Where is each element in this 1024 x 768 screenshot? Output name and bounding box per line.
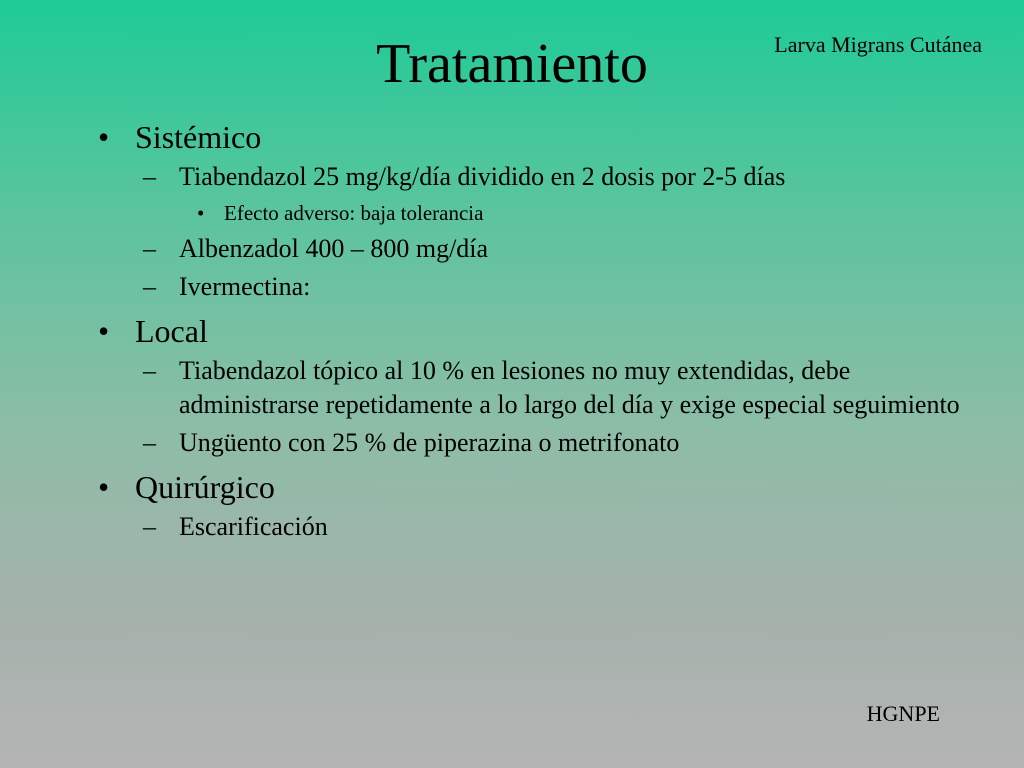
dash-marker: –	[143, 234, 156, 263]
section-systemic	[92, 118, 962, 156]
section-label: Local	[135, 313, 208, 349]
item-text: Albenzadol 400 – 800 mg/día	[179, 234, 489, 263]
section-label: Sistémico	[135, 119, 262, 155]
footer-label: HGNPE	[866, 701, 940, 726]
item-text: Ivermectina:	[179, 272, 311, 301]
list-item	[135, 510, 962, 544]
dash-marker: –	[143, 162, 156, 191]
item-text: Tiabendazol 25 mg/kg/día dividido en 2 dosis por 2-5 días	[179, 162, 786, 191]
dash-marker: –	[143, 356, 156, 385]
topic-label: Larva Migrans Cutánea	[774, 32, 982, 57]
item-text: Escarificación	[179, 512, 328, 541]
bullet-marker: •	[98, 119, 110, 155]
list-item	[135, 426, 962, 460]
section-label: Quirúrgico	[135, 469, 275, 505]
slide-title: Tratamiento	[376, 33, 648, 95]
dash-marker: –	[143, 272, 156, 301]
dash-marker: –	[143, 428, 156, 457]
bullet-marker: •	[98, 469, 110, 505]
item-text: Ungüento con 25 % de piperazina o metrifonato	[179, 428, 680, 457]
bullet-list	[92, 118, 962, 544]
list-item	[135, 232, 962, 266]
bullet-marker: •	[98, 313, 110, 349]
sub-list-item	[179, 198, 962, 228]
sub-item-text: Efecto adverso: baja tolerancia	[224, 201, 484, 225]
item-text: Tiabendazol tópico al 10 % en lesiones no muy extendidas, debe administrarse repetidamente a lo largo del día y exige especial seguimiento	[179, 356, 960, 419]
bullet-marker: •	[197, 201, 205, 225]
section-surgical	[92, 468, 962, 506]
list-item	[135, 270, 962, 304]
list-item	[135, 354, 962, 422]
list-item	[135, 160, 962, 194]
dash-marker: –	[143, 512, 156, 541]
section-local	[92, 312, 962, 350]
